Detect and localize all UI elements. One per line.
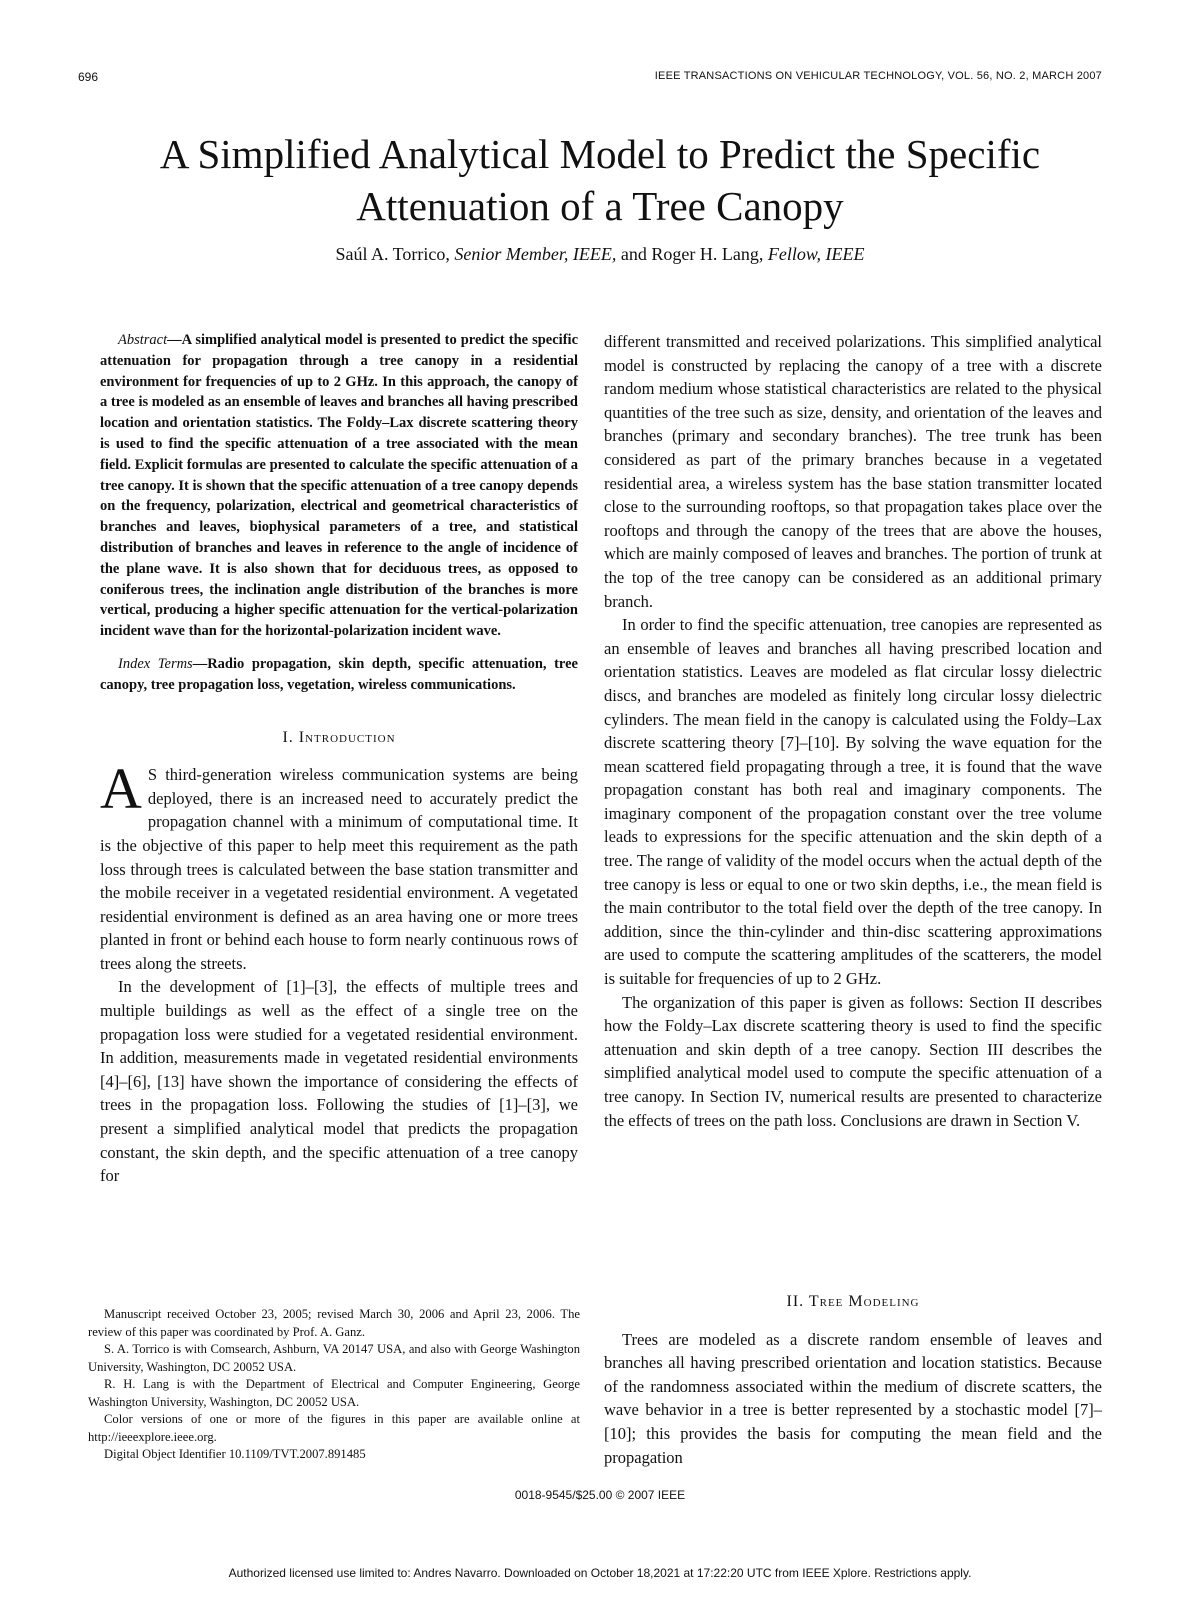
right-column: [604, 330, 1102, 1132]
section-2: [604, 1290, 1102, 1469]
intro-paragraph-4: The organization of this paper is given as follows: Section II describes how the Foldy–Lax discrete scattering theory is used to find the specific attenuation and skin depth of a tree canopy. Section III describes the simplified analytical model used to compute the specific attenuation of a tree canopy. In Section IV, numerical results are presented to characterize the effects of trees on the path loss. Conclusions are drawn in Section V.: [604, 992, 1102, 1130]
footnote-author-2: R. H. Lang is with the Department of Electrical and Computer Engineering, George Washington University, Washington, DC 20052 USA.: [88, 1377, 580, 1409]
authorized-use-notice: Authorized licensed use limited to: Andres Navarro. Downloaded on October 18,2021 at 17:22:20 UTC from IEEE Xplore. Restrictions apply.: [228, 1566, 972, 1580]
abstract-text: —A simplified analytical model is presented to predict the specific attenuation for propagation through a tree canopy in a residential environment for frequencies of up to 2 GHz. In this approach, the canopy of a tree is modeled as an ensemble of leaves and branches all having prescribed location and orientation statistics. The Foldy–Lax discrete scattering theory is used to find the specific attenuation of a tree associated with the mean field. Explicit formulas are presented to calculate the specific attenuation of a tree canopy. It is shown that the specific attenuation of a tree canopy depends on the frequency, polarization, electrical and geometrical characteristics of branches and leaves, biophysical parameters of a tree, and statistical distribution of branches and leaves in reference to the angle of incidence of the plane wave. It is also shown that for deciduous trees, as opposed to coniferous trees, the inclination angle distribution of the branches is more vertical, producing a higher specific attenuation for the vertical-polarization incident wave than for the horizontal-polarization incident wave.: [100, 332, 578, 640]
title-line-2: Attenuation of a Tree Canopy: [356, 183, 844, 229]
footnote-doi: Digital Object Identifier 10.1109/TVT.2007.891485: [104, 1447, 366, 1461]
footnote-color-versions: Color versions of one or more of the figures in this paper are available online at http://ieeexplore.ieee.org.: [88, 1412, 580, 1444]
intro-paragraph-1: [100, 756, 578, 975]
intro-paragraph-2: In the development of [1]–[3], the effects of multiple trees and multiple buildings as well as the effect of a single tree on the propagation loss were studied for a vegetated residential environment. In addition, measurements made in vegetated residential environments [4]–[6], [13] have shown the importance of considering the effects of trees in the propagation loss. Following the studies of [1]–[3], we present a simplified analytical model that predicts the propagation constant, the skin depth, and the specific attenuation of a tree canopy for: [100, 977, 578, 1186]
section-2-heading: II. Tree Modeling: [786, 1293, 920, 1310]
footnote-manuscript: Manuscript received October 23, 2005; revised March 30, 2006 and April 23, 2006. The review of this paper was coordinated by Prof. A. Ganz.: [88, 1307, 580, 1339]
intro-paragraph-3: In order to find the specific attenuation, tree canopies are represented as an ensemble of leaves and branches all having prescribed location and orientation statistics. Leaves are modeled as flat circular lossy dielectric discs, and branches are modeled as finitely long circular lossy dielectric cylinders. The mean field in the canopy is calculated using the Foldy–Lax discrete scattering theory [7]–[10]. By solving the wave equation for the mean scattered field propagating through a tree, it is found that the wave propagation constant has both real and imaginary components. The imaginary component of the propagation constant over the tree volume leads to expressions for the specific attenuation and the skin depth of a tree. The range of validity of the model occurs when the actual depth of the tree canopy is less or equal to one or two skin depths, i.e., the mean field is the main contributor to the total field over the depth of the tree canopy. In addition, since the thin-cylinder and thin-disc scattering approximations are used to compute the scattering amplitudes of the scatterers, the model is suitable for frequencies of up to 2 GHz.: [604, 615, 1102, 989]
index-terms-label: Index Terms: [118, 655, 193, 672]
author-1-name: Saúl A. Torrico,: [335, 244, 450, 264]
abstract-label: Abstract: [118, 332, 168, 348]
paper-title: [60, 128, 1140, 232]
copyright-line: 0018-9545/$25.00 © 2007 IEEE: [514, 1488, 686, 1502]
title-line-1: A Simplified Analytical Model to Predict the Specific: [159, 131, 1041, 177]
intro-paragraph-1-text: S third-generation wireless communication systems are being deployed, there is an increased need to accurately predict the propagation channel with a minimum of computational time. It is the objective of this paper to help meet this requirement as the path loss through trees is calculated between the base station transmitter and the mobile receiver in a vegetated residential environment. A vegetated residential environment is defined as an area having one or more trees planted in front or behind each house to form nearly continuous rows of trees along the streets.: [100, 765, 578, 973]
abstract: [100, 330, 578, 642]
author-1-role: Senior Member, IEEE,: [454, 244, 617, 264]
index-terms: [100, 654, 578, 696]
index-terms-text: —Radio propagation, skin depth, specific attenuation, tree canopy, tree propagation loss, vegetation, wireless communications.: [100, 655, 578, 693]
authors: [60, 244, 1140, 265]
journal-header: IEEE TRANSACTIONS ON VEHICULAR TECHNOLOGY, VOL. 56, NO. 2, MARCH 2007: [654, 70, 1102, 82]
section-2-paragraph-1: Trees are modeled as a discrete random ensemble of leaves and branches all having prescribed orientation and location statistics. Because of the randomness associated within the medium of discrete scatters, the wave behavior in a tree is better represented by a stochastic model [7]–[10]; this provides the basis for computing the mean field and the propagation: [604, 1329, 1102, 1467]
footnote-author-1: S. A. Torrico is with Comsearch, Ashburn, VA 20147 USA, and also with George Washington University, Washington, DC 20052 USA.: [88, 1342, 580, 1374]
intro-paragraph-2-continued: different transmitted and received polarizations. This simplified analytical model is constructed by replacing the canopy of a tree with a discrete random medium whose statistical characteristics are related to the physical quantities of the tree such as size, density, and orientation of the leaves and branches (primary and secondary branches). The tree trunk has been considered as part of the primary branches because in a vegetated residential area, a wireless system has the base station transmitter located close to the surrounding rooftops, so that propagation takes place over the rooftops and through the canopy of the trees that are above the houses, which are mainly composed of leaves and branches. The portion of trunk at the top of the tree canopy can be considered as an additional primary branch.: [604, 332, 1102, 611]
left-column: [100, 330, 578, 1188]
drop-cap: A: [100, 756, 142, 822]
footnotes: [88, 1306, 580, 1464]
section-1-heading: I. Introduction: [282, 728, 396, 746]
page-number: 696: [78, 70, 99, 84]
author-2-name: Roger H. Lang,: [651, 244, 764, 264]
author-2-role: Fellow, IEEE: [767, 244, 865, 264]
authors-conjunction: and: [620, 244, 647, 264]
